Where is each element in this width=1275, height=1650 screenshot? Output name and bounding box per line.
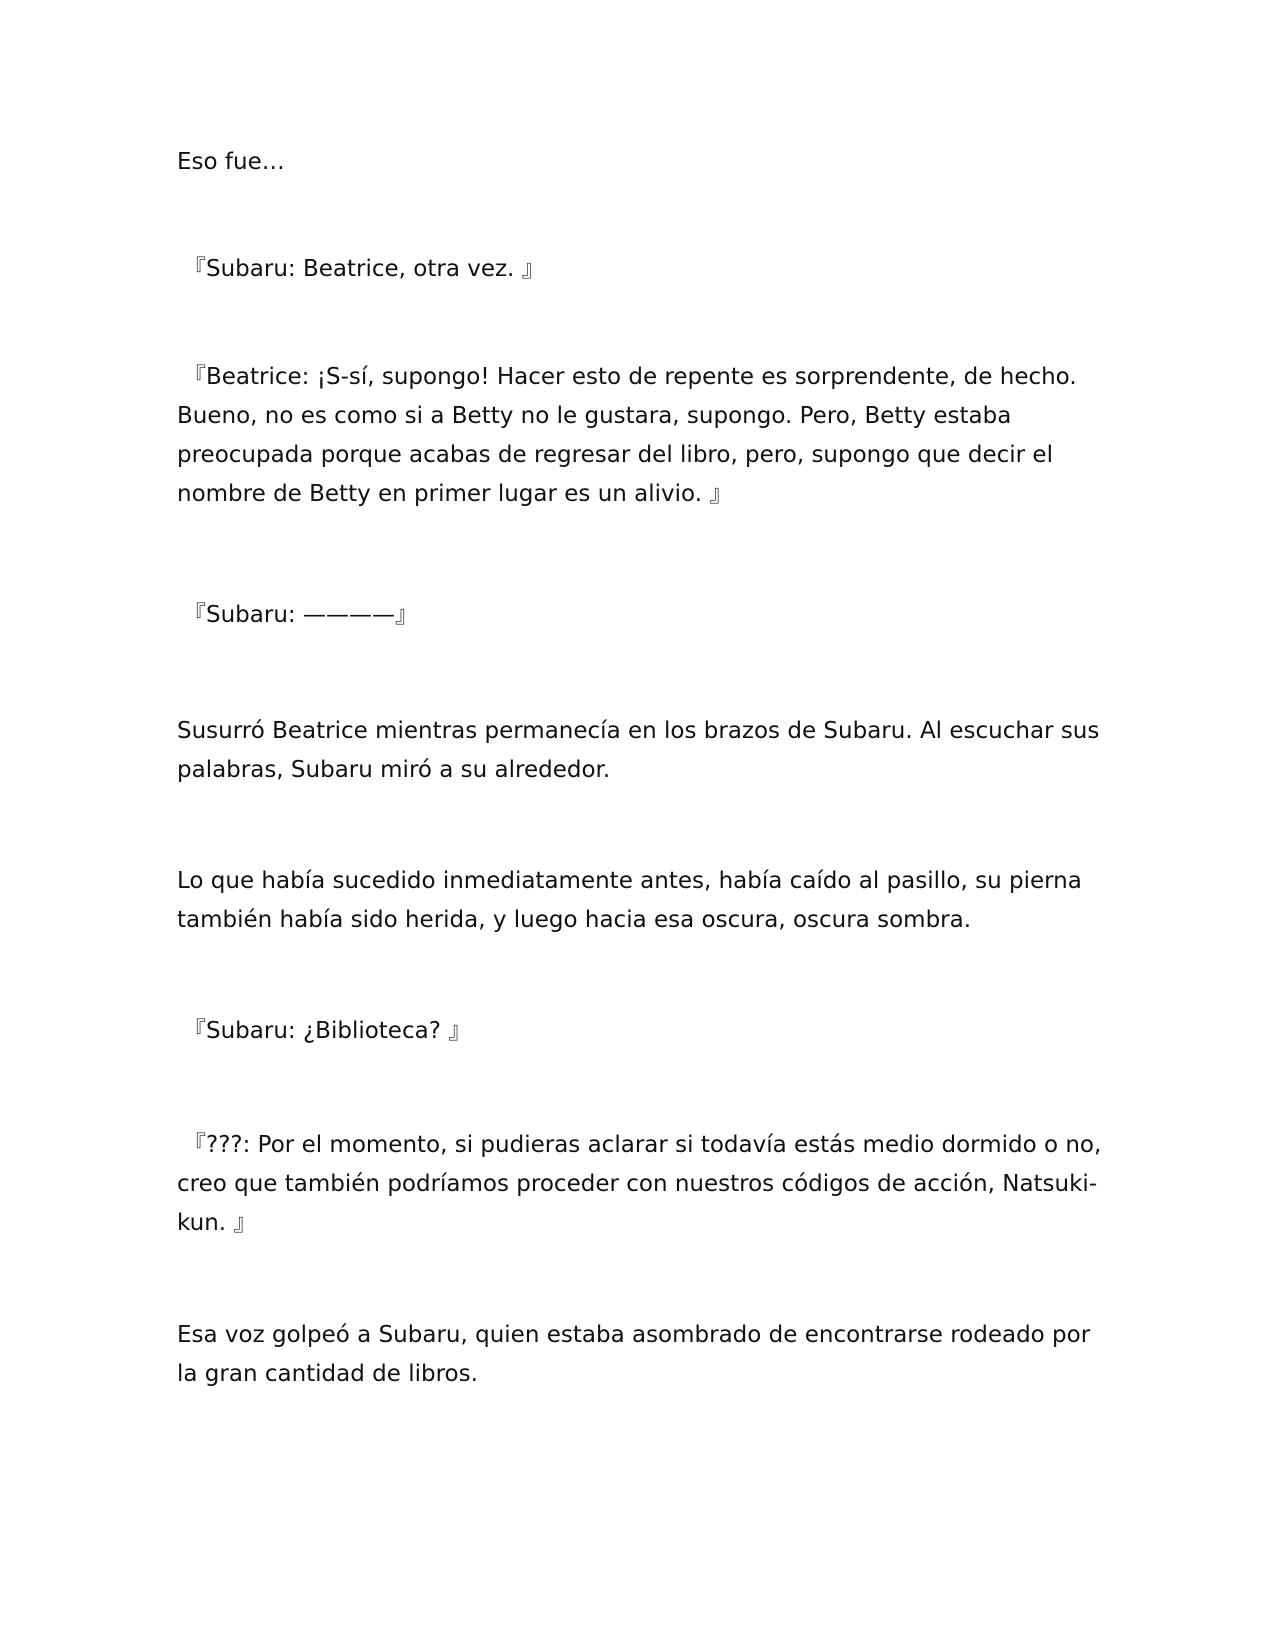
paragraph-dialogue: 『Subaru: ————』 xyxy=(183,602,418,628)
paragraph-dialogue: 『Subaru: ¿Biblioteca? 』 xyxy=(183,1018,472,1044)
paragraph-dialogue: 『Subaru: Beatrice, otra vez. 』 xyxy=(183,256,545,282)
paragraph-dialogue: 『???: Por el momento, si pudieras aclarar si todavía estás medio dormido o no, creo que también podríamos proceder con nuestros códigos de acción, Natsuki-kun. 』 xyxy=(177,1132,1102,1236)
paragraph-dialogue: 『Beatrice: ¡S-sí, supongo! Hacer esto de repente es sorprendente, de hecho. Bueno, no es como si a Betty no le gustara, supongo. Pero, Betty estaba preocupada porque acabas de regresar del libro, pero, supongo que decir el nombre de Betty en primer lugar es un alivio. 』 xyxy=(177,364,1077,507)
paragraph-narration: Susurró Beatrice mientras permanecía en los brazos de Subaru. Al escuchar sus palabras, Subaru miró a su alrededor. xyxy=(177,718,1100,783)
paragraph-narration: Lo que había sucedido inmediatamente antes, había caído al pasillo, su pierna también había sido herida, y luego hacia esa oscura, oscura sombra. xyxy=(177,868,1082,933)
paragraph-narration: Eso fue… xyxy=(177,149,285,175)
paragraph-narration: Esa voz golpeó a Subaru, quien estaba asombrado de encontrarse rodeado por la gran cantidad de libros. xyxy=(177,1322,1091,1387)
